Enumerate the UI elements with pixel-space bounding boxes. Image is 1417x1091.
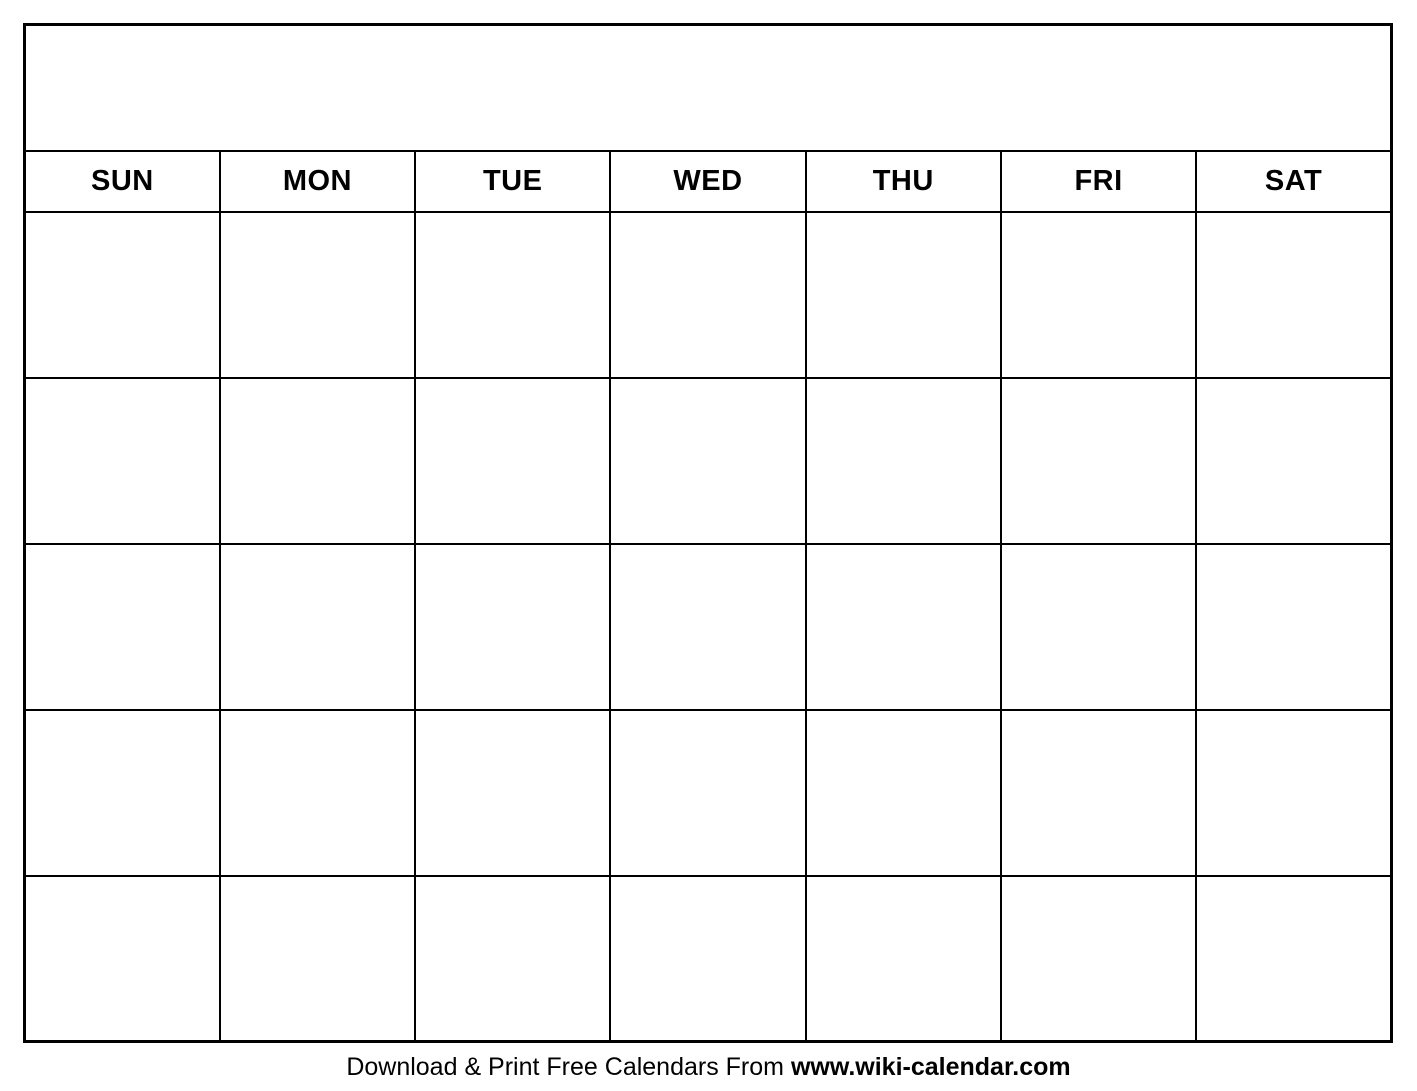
day-header-tue: TUE (415, 151, 610, 212)
calendar-cell (1196, 710, 1391, 876)
calendar-cell (610, 212, 805, 378)
calendar-cell (1196, 544, 1391, 710)
calendar-cell (806, 710, 1001, 876)
calendar-cell (610, 710, 805, 876)
calendar-cell (1196, 378, 1391, 544)
footer-prefix: Download & Print Free Calendars From (346, 1053, 791, 1081)
calendar-cell (1001, 710, 1196, 876)
calendar-cell (25, 378, 220, 544)
calendar-cell (806, 212, 1001, 378)
calendar-week-row (25, 212, 1392, 378)
calendar-cell (1001, 876, 1196, 1042)
day-header-row (25, 151, 1392, 212)
calendar (23, 23, 1393, 1043)
calendar-cell (25, 876, 220, 1042)
calendar-cell (25, 544, 220, 710)
day-header-sun: SUN (25, 151, 220, 212)
calendar-cell (806, 876, 1001, 1042)
calendar-cell (220, 710, 415, 876)
calendar-cell (806, 378, 1001, 544)
calendar-table (23, 23, 1393, 1043)
day-header-wed: WED (610, 151, 805, 212)
calendar-title-box (25, 25, 1392, 151)
calendar-week-row (25, 710, 1392, 876)
calendar-week-row (25, 876, 1392, 1042)
calendar-cell (806, 544, 1001, 710)
calendar-cell (415, 544, 610, 710)
calendar-cell (1001, 212, 1196, 378)
day-header-sat: SAT (1196, 151, 1391, 212)
calendar-cell (25, 710, 220, 876)
calendar-cell (1196, 876, 1391, 1042)
calendar-week-row (25, 544, 1392, 710)
calendar-cell (220, 378, 415, 544)
footer-url: www.wiki-calendar.com (790, 1053, 1071, 1081)
calendar-cell (415, 876, 610, 1042)
day-header-thu: THU (806, 151, 1001, 212)
calendar-cell (220, 212, 415, 378)
day-header-mon: MON (220, 151, 415, 212)
calendar-cell (220, 876, 415, 1042)
day-header-fri: FRI (1001, 151, 1196, 212)
calendar-week-row (25, 378, 1392, 544)
calendar-cell (610, 544, 805, 710)
calendar-cell (415, 378, 610, 544)
calendar-cell (25, 212, 220, 378)
calendar-cell (220, 544, 415, 710)
title-row (25, 25, 1392, 151)
calendar-cell (610, 378, 805, 544)
calendar-cell (1196, 212, 1391, 378)
footer-text (0, 1052, 1417, 1082)
calendar-cell (415, 710, 610, 876)
calendar-cell (1001, 378, 1196, 544)
calendar-cell (415, 212, 610, 378)
calendar-cell (610, 876, 805, 1042)
calendar-cell (1001, 544, 1196, 710)
